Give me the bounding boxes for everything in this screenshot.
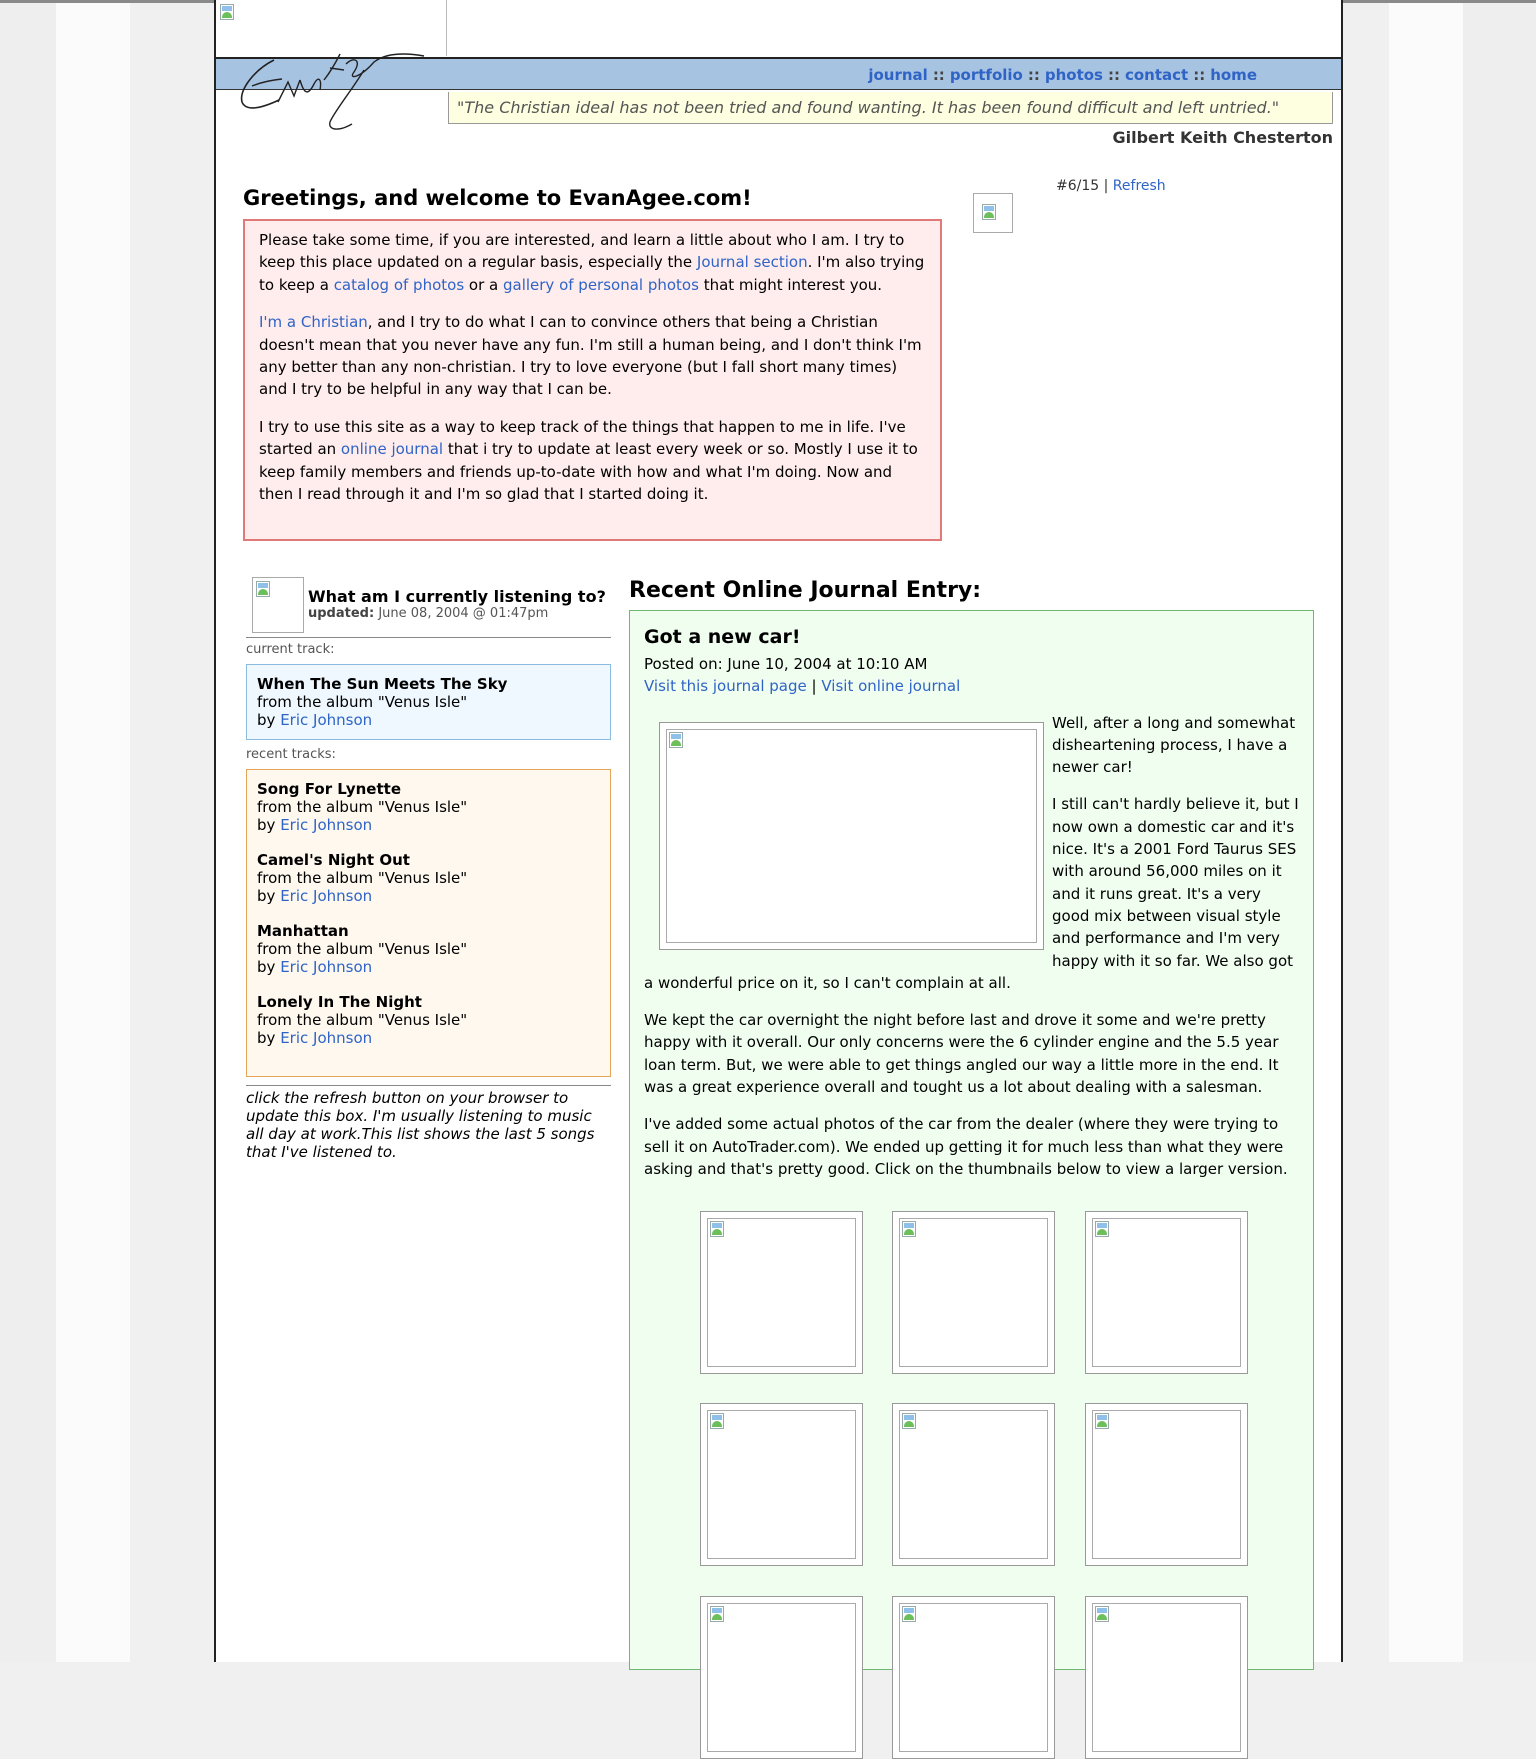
entry-body [644, 712, 1299, 1181]
nav-portfolio-link[interactable]: portfolio [949, 66, 1023, 84]
track-name: When The Sun Meets The Sky [257, 675, 508, 693]
track-item [257, 851, 600, 905]
entry-paragraph: I still can't hardly believe it, but I now own a domestic car and it's nice. It's a 2001 Ford Taurus SES with around 56,000 miles on it and it runs great. It's a very good mix between visual style and performance and I'm very happy with it so far. We also got a wonderful price on it, so I can't complain at all. [644, 795, 1299, 992]
recent-tracks-box [246, 769, 611, 1077]
track-artist-line [257, 1029, 600, 1047]
nav-links [868, 66, 1257, 84]
background-band [1463, 0, 1536, 1662]
journal-section-link[interactable]: Journal section [696, 253, 808, 272]
background-band [1389, 0, 1463, 1662]
welcome-paragraph [259, 416, 926, 506]
online-journal-link[interactable]: Visit online journal [821, 677, 961, 696]
welcome-heading: Greetings, and welcome to EvanAgee.com! [243, 186, 752, 210]
divider [246, 1085, 611, 1086]
christian-link[interactable]: I'm a Christian [259, 313, 368, 332]
by-label: by [257, 816, 276, 834]
car-thumbnail[interactable] [700, 1403, 863, 1566]
listening-heading: What am I currently listening to? [308, 587, 606, 606]
welcome-text: Please take some time, if you are interested, and learn a little about who I am. I try to keep this place updated on a regular basis, especially the [259, 231, 905, 272]
nav-home-link[interactable]: home [1210, 66, 1257, 84]
listening-note: click the refresh button on your browser to update this box. I'm usually listening to music all day at work.This list shows the last 5 songs that I've listened to. [246, 1089, 595, 1161]
journal-entry-box [629, 610, 1314, 1670]
by-label: by [257, 887, 276, 905]
music-image-broken [252, 577, 304, 633]
track-album: from the album "Venus Isle" [257, 1011, 468, 1029]
broken-image-icon [982, 204, 998, 220]
track-name: Manhattan [257, 922, 349, 940]
nav-separator: :: [1107, 66, 1120, 84]
welcome-text: that might interest you. [698, 275, 883, 294]
online-journal-link[interactable]: online journal [340, 440, 444, 459]
track-album: from the album "Venus Isle" [257, 693, 468, 711]
entry-paragraph: We kept the car overnight the night before last and drove it some and we're pretty happy with it overall. Our only concerns were the 6 cylinder engine and the 5.5 year loan term. But, we were able to get things angled our way a little more in the end. It was a great experience overall and tought us a lot about dealing with a salesman. [644, 1011, 1279, 1097]
link-separator: | [811, 677, 817, 696]
journal-page-link[interactable]: Visit this journal page [644, 677, 807, 696]
quote-counter [1056, 178, 1166, 194]
quote-counter-text: #6/15 | [1056, 178, 1109, 194]
broken-image-icon [902, 1221, 918, 1237]
entry-paragraph: Well, after a long and somewhat disheartening process, I have a newer car! [1052, 713, 1296, 777]
divider [246, 637, 611, 638]
entry-posted-date: Posted on: June 10, 2004 at 10:10 AM [644, 655, 928, 673]
nav-photos-link[interactable]: photos [1044, 66, 1103, 84]
car-thumbnail[interactable] [1085, 1596, 1248, 1759]
signature-logo [234, 50, 464, 142]
quote-author: Gilbert Keith Chesterton [1112, 128, 1333, 147]
broken-image-icon [902, 1606, 918, 1622]
track-artist-line [257, 887, 600, 905]
welcome-paragraph [259, 311, 926, 401]
car-thumbnail[interactable] [892, 1211, 1055, 1374]
broken-image-icon [710, 1413, 726, 1429]
car-thumbnail[interactable] [892, 1403, 1055, 1566]
updated-label: updated: [308, 606, 375, 621]
personal-gallery-link[interactable]: gallery of personal photos [502, 275, 699, 294]
welcome-text: that i try to update at least every week or so. Mostly I use it to keep family members and friends up-to-date with how and what I'm doing. Now and then I read through it and I'm so glad that I started doing it. [259, 440, 918, 504]
welcome-text: . I'm also trying to keep a [259, 253, 925, 294]
broken-image-icon [220, 4, 236, 20]
updated-value: June 08, 2004 @ 01:47pm [378, 606, 549, 621]
nav-separator: :: [1027, 66, 1040, 84]
car-thumbnail[interactable] [700, 1596, 863, 1759]
track-album: from the album "Venus Isle" [257, 940, 468, 958]
track-name: Camel's Night Out [257, 851, 410, 869]
track-name: Lonely In The Night [257, 993, 422, 1011]
photo-catalog-link[interactable]: catalog of photos [333, 275, 465, 294]
car-thumbnail[interactable] [1085, 1403, 1248, 1566]
broken-image-icon [710, 1221, 726, 1237]
welcome-text: , and I try to do what I can to convince others that being a Christian doesn't mean that you never have any fun. I'm still a human being, and I don't think I'm any better than any non-christian. I try to love everyone (but I fall short many times) and I try to be helpful in any way that I can be. [259, 313, 922, 399]
by-label: by [257, 958, 276, 976]
by-label: by [257, 1029, 276, 1047]
track-item [257, 780, 600, 834]
welcome-text: I try to use this site as a way to keep track of the things that happen to me in life. I've started an [259, 417, 906, 459]
track-album: from the album "Venus Isle" [257, 869, 468, 887]
recent-tracks-label: recent tracks: [246, 747, 336, 762]
listening-updated [308, 606, 548, 621]
track-artist-line [257, 711, 600, 729]
broken-image-icon [1095, 1606, 1111, 1622]
artist-link[interactable]: Eric Johnson [280, 958, 373, 976]
artist-link[interactable]: Eric Johnson [280, 1029, 373, 1047]
logo-image-broken[interactable] [216, 0, 447, 56]
refresh-quote-link[interactable]: Refresh [1112, 178, 1166, 194]
track-item [257, 993, 600, 1047]
track-artist-line [257, 958, 600, 976]
car-thumbnail[interactable] [700, 1211, 863, 1374]
by-label: by [257, 711, 276, 729]
track-item [257, 922, 600, 976]
current-track-label: current track: [246, 642, 335, 657]
welcome-box [243, 219, 942, 541]
broken-image-icon [256, 581, 272, 597]
nav-separator: :: [1193, 66, 1206, 84]
broken-image-icon [902, 1413, 918, 1429]
journal-heading: Recent Online Journal Entry: [629, 578, 982, 603]
broken-image-icon [1095, 1221, 1111, 1237]
entry-title: Got a new car! [644, 626, 801, 648]
artist-link[interactable]: Eric Johnson [280, 711, 373, 729]
broken-image-icon [1095, 1413, 1111, 1429]
quote-image-broken [973, 193, 1013, 233]
quote-text: "The Christian ideal has not been tried and found wanting. It has been found difficult and left untried." [448, 92, 1333, 124]
welcome-text: or a [464, 275, 503, 294]
entry-paragraph: I've added some actual photos of the car from the dealer (where they were trying to sell it on AutoTrader.com). We ended up getting it for much less than what they were asking and that's pretty good. Click on the thumbnails below to view a larger version. [644, 1115, 1288, 1178]
nav-contact-link[interactable]: contact [1124, 66, 1189, 84]
car-photo-broken[interactable] [659, 722, 1044, 950]
page-container [214, 0, 1343, 1662]
artist-link[interactable]: Eric Johnson [280, 887, 373, 905]
entry-links [644, 675, 1299, 697]
broken-image-icon [710, 1606, 726, 1622]
artist-link[interactable]: Eric Johnson [280, 816, 373, 834]
welcome-paragraph [259, 229, 926, 296]
broken-image-icon [669, 732, 685, 748]
car-thumbnail[interactable] [1085, 1211, 1248, 1374]
background-band [0, 0, 56, 1662]
track-album: from the album "Venus Isle" [257, 798, 468, 816]
background-band [56, 0, 130, 1662]
track-item [257, 675, 600, 729]
car-thumbnail[interactable] [892, 1596, 1055, 1759]
track-artist-line [257, 816, 600, 834]
track-name: Song For Lynette [257, 780, 401, 798]
current-track-box [246, 664, 611, 740]
nav-separator: :: [932, 66, 945, 84]
nav-journal-link[interactable]: journal [868, 66, 928, 84]
